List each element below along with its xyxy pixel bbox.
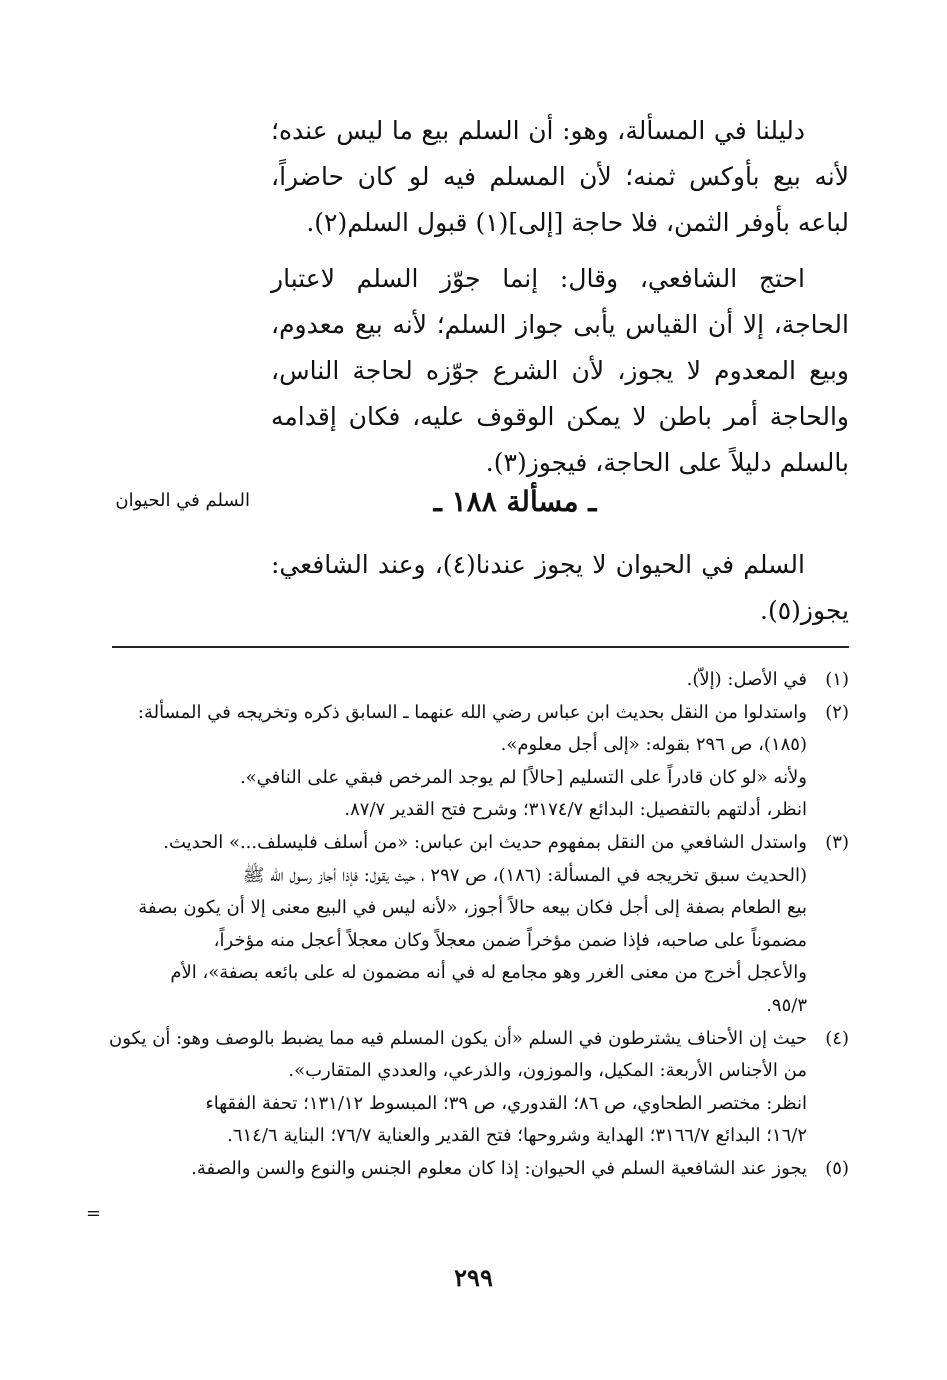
footnote-line: يجوز عند الشافعية السلم في الحيوان: إذا كان معلوم الجنس والنوع والسن والصفة. [191,1157,807,1179]
footnote-4 [107,1023,849,1153]
footnote-line: حيث إن الأحناف يشترطون في السلم «أن يكون المسلم فيه مما يضبط بالوصف وهو: أن يكون [109,1027,807,1049]
continuation-mark: = [86,1203,102,1224]
footnote-line: واستدل الشافعي من النقل بمفهوم حديث ابن عباس: «من أسلف فليسلف...» الحديث. [163,831,807,853]
footnote-line: في الأصل: (إلاّ). [686,669,807,690]
footnote-body [107,664,807,697]
footnote-number: (٣) [825,831,849,853]
paragraph-text: احتج الشافعي، وقال: إنما جوّز السلم لاعتبار الحاجة، إلا أن القياس يأبى جواز السلم؛ لأنه بيع معدوم، وبيع المعدوم لا يجوز، لأن الشرع جوّزه لحاجة الناس، والحاجة أمر باطن لا يمكن الوقوف عليه، فكان إقدامه بالسلم دليلاً على الحاجة، فيجوز(٣). [271,264,849,477]
footnote-2 [107,697,849,827]
footnote-3 [107,827,849,1023]
footnote-number: (١) [825,669,849,690]
footnote-body [107,827,807,1023]
footnote-line: (الحديث سبق تخريجه في المسألة: (١٨٦)، ص ٢٩٧ ، حيث يقول: فإذا أجاز رسول الله ﷺ [242,864,807,886]
section-title: ـ مسألة ١٨٨ ـ [433,485,597,518]
footnote-5 [107,1153,849,1186]
footnote-number: (٤) [825,1027,849,1049]
paragraph-text: السلم في الحيوان لا يجوز عندنا(٤)، وعند الشافعي: يجوز(٥). [271,550,849,625]
footnote-number: (٥) [825,1157,849,1179]
page-number: ٢٩٩ [454,1263,493,1292]
footnote-line: مضموناً على صاحبه، فإذا ضمن مؤخراً ضمن معجلاً وكان معجلاً أعجل منه مؤخراً، [213,929,807,951]
footnote-body [107,1153,807,1186]
footnote-divider [112,646,849,648]
main-paragraph-1 [271,108,849,246]
paragraph-text: دليلنا في المسألة، وهو: أن السلم بيع ما ليس عنده؛ لأنه بيع بأوكس ثمنه؛ لأن المسلم فيه لو كان حاضراً، لباعه بأوفر الثمن، فلا حاجة [إلى](١) قبول السلم(٢). [271,116,849,237]
footnote-line: ٩٥/٣. [766,994,807,1016]
footnote-line: ولأنه «لو كان قادراً على التسليم [حالاً] لم يوجد المرخص فبقي على النافي». [239,766,807,788]
footnote-line: (١٨٥)، ص ٢٩٦ بقوله: «إلى أجل معلوم». [500,734,807,756]
footnotes [107,664,849,1186]
main-paragraph-3 [271,542,849,634]
footnote-1 [107,664,849,697]
footnote-line: واستدلوا من النقل بحديث ابن عباس رضي الله عنهما ـ السابق ذكره وتخريجه في المسألة: [137,701,807,723]
footnote-line: انظر: مختصر الطحاوي، ص ٨٦؛ القدوري، ص ٣٩؛ المبسوط ١٣١/١٢؛ تحفة الفقهاء [205,1092,807,1114]
main-paragraph-2 [271,256,849,486]
footnote-body [107,697,807,827]
footnote-line: انظر، أدلتهم بالتفصيل: البدائع ٣١٧٤/٧؛ وشرح فتح القدير ٨٧/٧. [344,799,807,821]
side-label: السلم في الحيوان [115,490,250,511]
footnote-body [107,1023,807,1153]
footnote-number: (٢) [825,701,849,723]
footnote-line: والأعجل أخرج من معنى الغرر وهو مجامع له في أنه مضمون له على بائعه بصفة»، الأم [170,962,807,984]
footnote-line: بيع الطعام بصفة إلى أجل فكان بيعه حالاً أجوز، «لأنه ليس في البيع معنى إلا أن يكون بصفة [138,897,807,919]
footnote-line: ١٦/٢؛ البدائع ٣١٦٦/٧؛ الهداية وشروحها؛ فتح القدير والعناية ٧٦/٧؛ البناية ٦١٤/٦. [227,1125,807,1147]
footnote-line: من الأجناس الأربعة: المكيل، والموزون، والذرعي، والعددي المتقارب». [288,1060,807,1082]
